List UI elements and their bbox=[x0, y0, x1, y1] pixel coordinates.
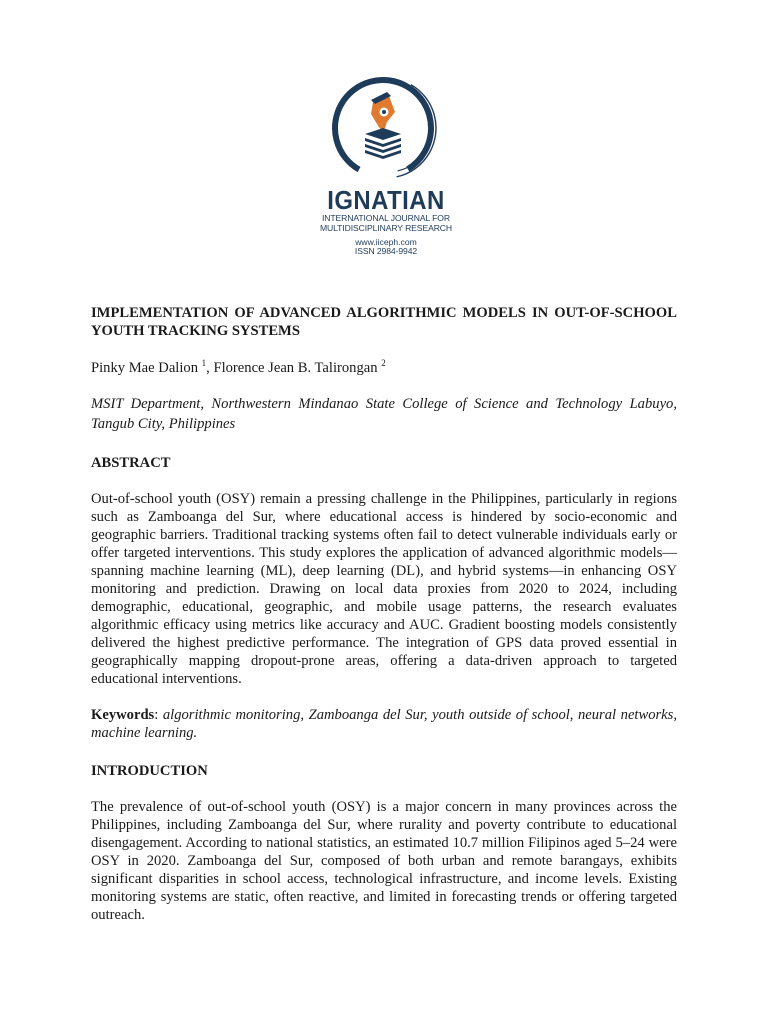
author-1-affiliation-mark: 1 bbox=[201, 358, 207, 368]
journal-brand-name: IGNATIAN bbox=[327, 185, 445, 215]
affiliation: MSIT Department, Northwestern Mindanao State College of Science and Technology Labuyo, Tangub City, Philippines bbox=[91, 396, 677, 432]
author-2-affiliation-mark: 2 bbox=[381, 358, 386, 368]
paper-title: IMPLEMENTATION OF ADVANCED ALGORITHMIC MODELS IN OUT-OF-SCHOOL YOUTH TRACKING SYSTEMS bbox=[91, 305, 677, 339]
keywords-colon: : bbox=[154, 707, 163, 723]
keywords-line bbox=[91, 706, 677, 742]
abstract-heading: ABSTRACT bbox=[91, 455, 171, 471]
journal-website: www.iiceph.com bbox=[355, 237, 417, 247]
author-line bbox=[91, 359, 677, 377]
ignatian-emblem-icon bbox=[331, 72, 441, 184]
paper-body bbox=[91, 304, 677, 924]
journal-subtitle-line2: MULTIDISCIPLINARY RESEARCH bbox=[319, 222, 453, 233]
author-2: , Florence Jean B. Talirongan bbox=[206, 360, 382, 376]
author-1: Pinky Mae Dalion bbox=[91, 360, 202, 376]
introduction-heading: INTRODUCTION bbox=[91, 763, 208, 779]
journal-issn: ISSN 2984-9942 bbox=[354, 246, 418, 256]
keywords-label: Keywords bbox=[91, 707, 155, 723]
journal-subtitle-line1: INTERNATIONAL JOURNAL FOR bbox=[321, 213, 450, 223]
abstract-text: Out-of-school youth (OSY) remain a pressing challenge in the Philippines, particularly in regions such as Zamboanga del Sur, where educational access is hindered by socio-economic and geographic barriers. Traditional tracking systems often fail to detect vulnerable individuals early or offer targeted interventions. This study explores the application of advanced algorithmic models—spanning machine learning (ML), deep learning (DL), and hybrid systems—in enhancing OSY monitoring and prediction. Drawing on local data proxies from 2020 to 2024, including demographic, educational, geographic, and mobile usage patterns, the research evaluates algorithmic efficacy using metrics like accuracy and AUC. Gradient boosting models consistently delivered the highest predictive performance. The integration of GPS data proved essential in geographically mapping dropout-prone areas, offering a data-driven approach to targeted educational interventions. bbox=[91, 491, 677, 687]
journal-logo bbox=[298, 72, 474, 262]
introduction-text: The prevalence of out-of-school youth (OSY) is a major concern in many provinces across the Philippines, including Zamboanga del Sur, where rurality and poverty contribute to educational disengagement. According to national statistics, an estimated 10.7 million Filipinos aged 5–24 were OSY in 2020. Zamboanga del Sur, composed of both urban and remote barangays, exhibits significant disparities in school access, technological infrastructure, and income levels. Existing monitoring systems are static, often reactive, and limited in forecasting trends or offering targeted outreach. bbox=[91, 799, 677, 923]
keywords-list: algorithmic monitoring, Zamboanga del Sur, youth outside of school, neural networks, machine learning. bbox=[91, 707, 677, 741]
